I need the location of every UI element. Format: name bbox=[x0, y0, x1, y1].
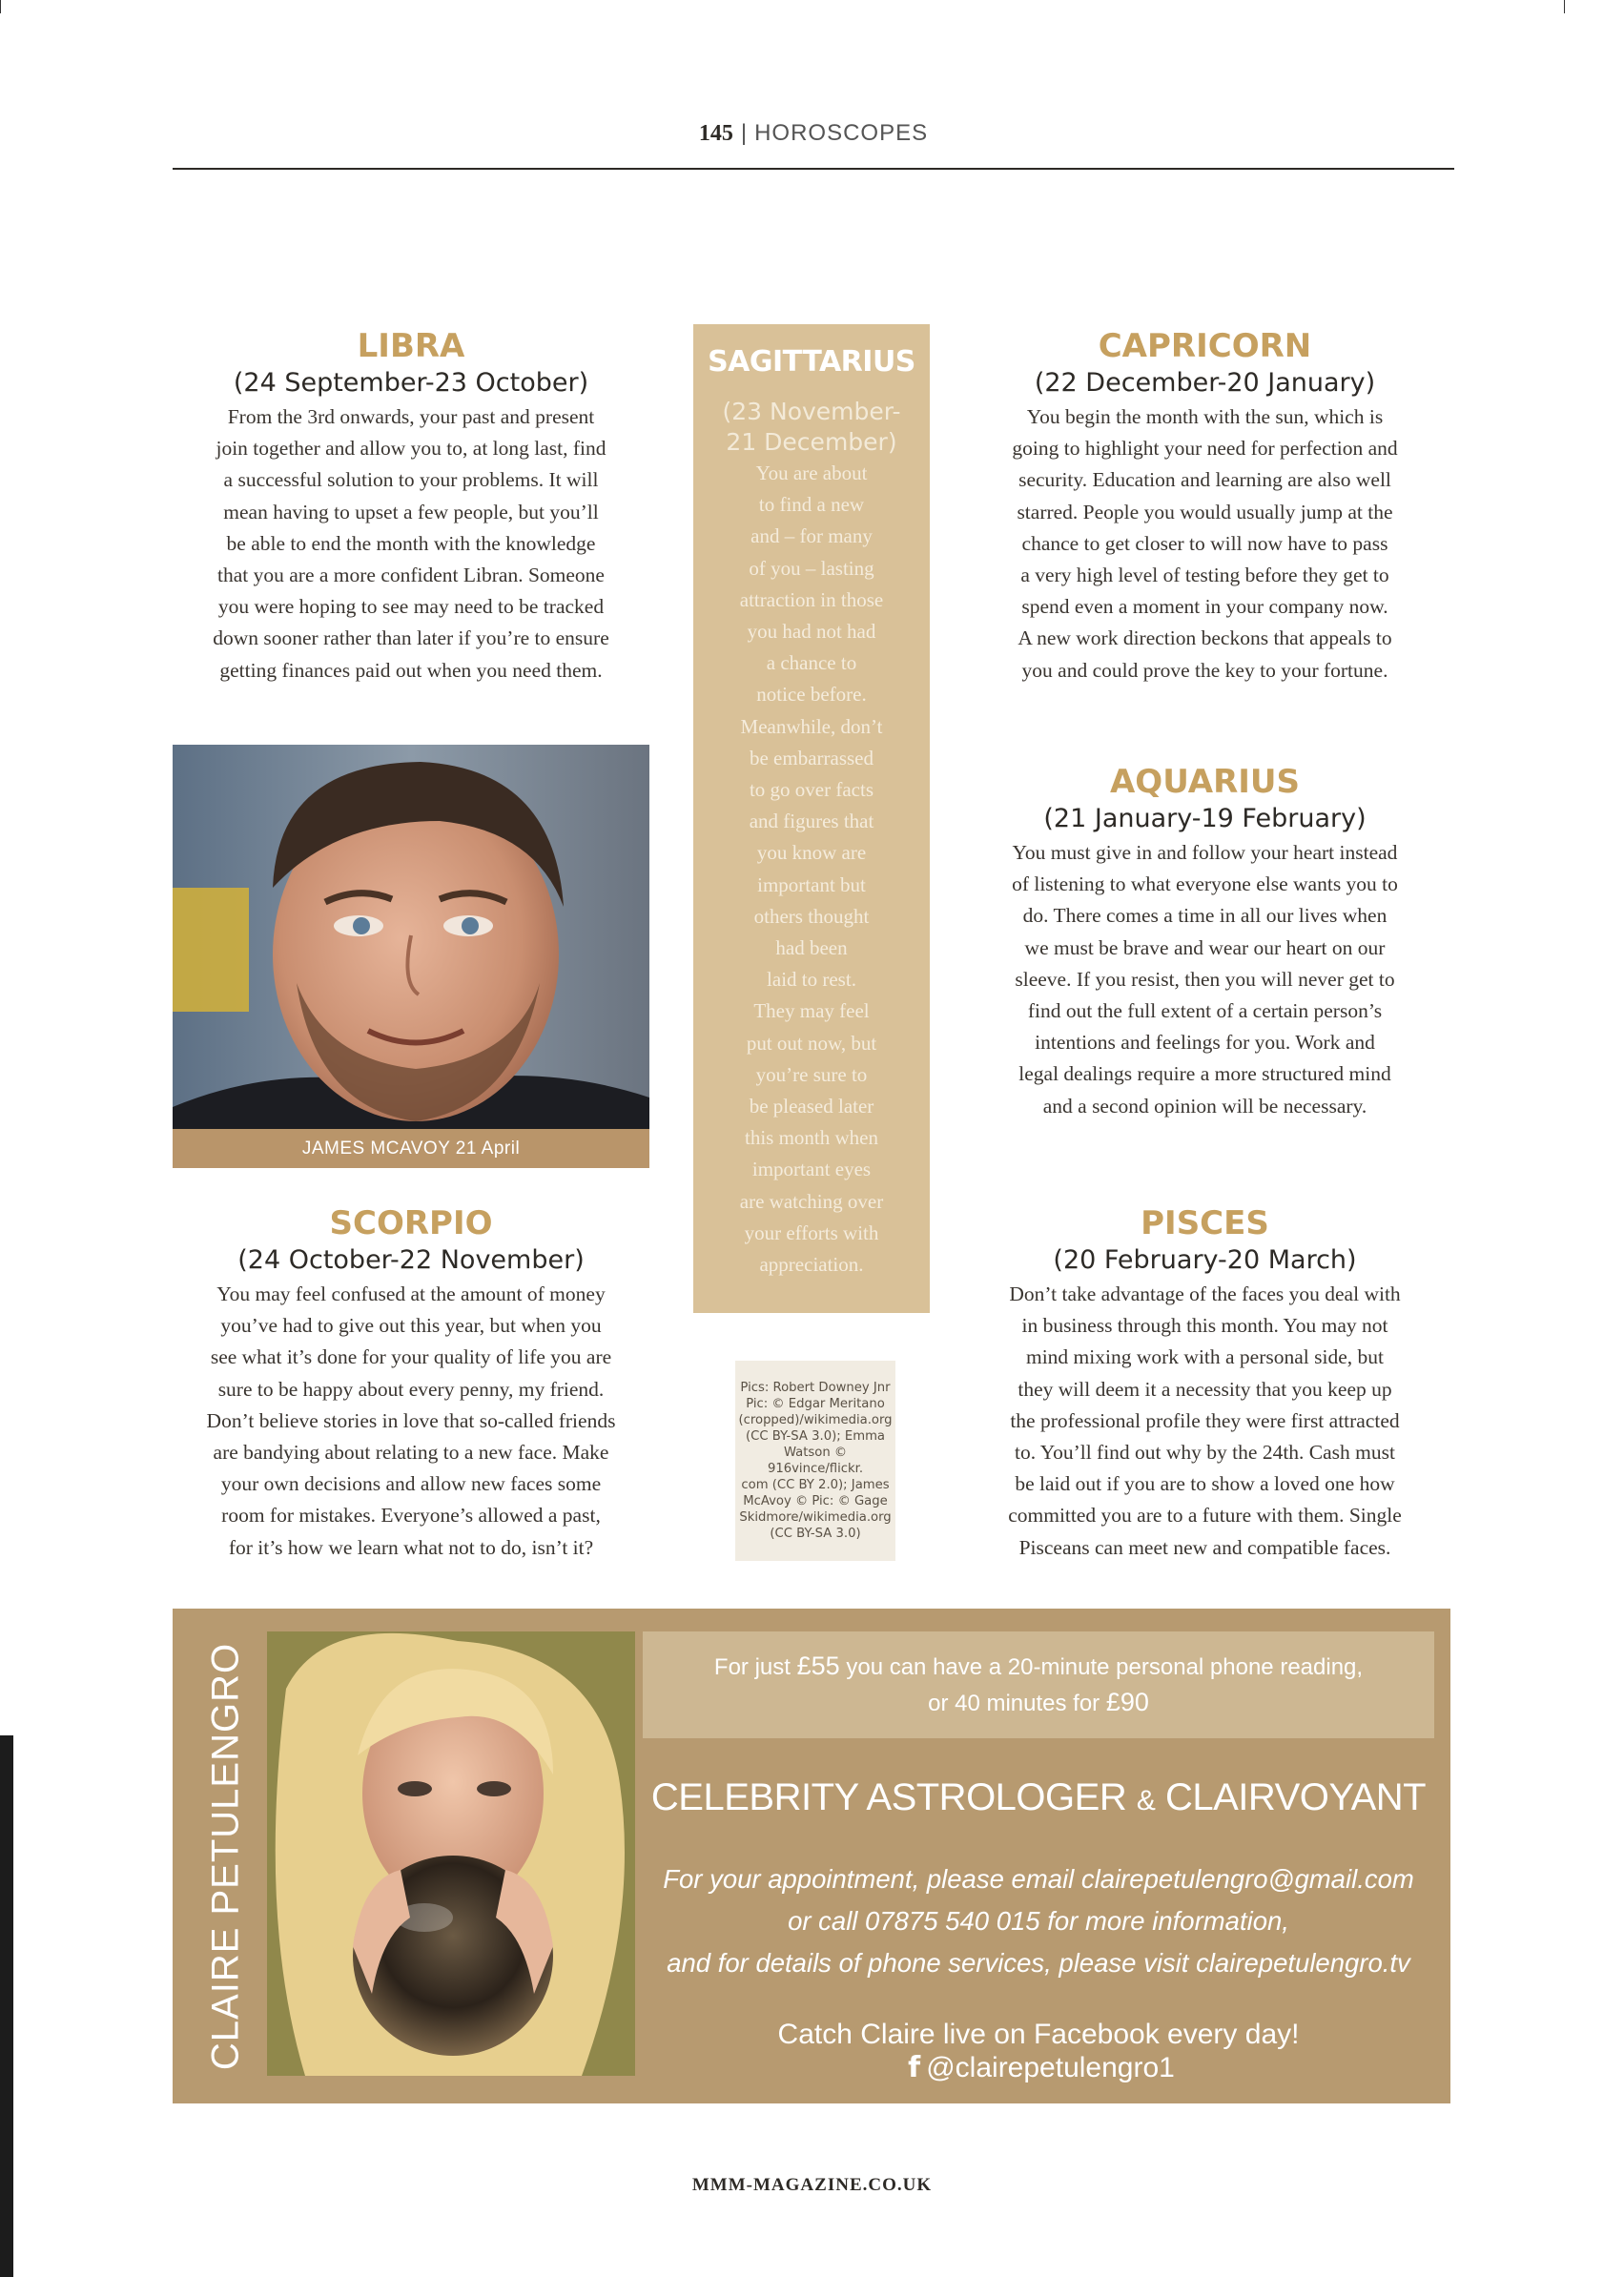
sign-text: You are about to find a new and – for many of you – lasting attraction in those you had not had a chance to notice before. Meanwhile, don’t be embarrassed to go over facts and figures that you know are important but others thought had been laid to rest. They may feel put out now, but you’re sure to be pleased later this month when important eyes are watching over your efforts with appreciation. bbox=[739, 462, 884, 1277]
header-separator: | bbox=[740, 120, 748, 146]
sagittarius-section bbox=[693, 324, 930, 1313]
advert-vertical-name: CLAIRE PETULENGRO bbox=[204, 1642, 247, 2070]
sign-dates: (23 November-21 December) bbox=[722, 398, 901, 456]
facebook-handle: @clairepetulengro1 bbox=[926, 2052, 1175, 2083]
sign-text: You begin the month with the sun, which is going to highlight your need for perfection and security. Education and learning are also well starred. People you would usually jump at the chance to get closer to will now have to pass a very high level of testing before they get to spend even a moment in your company now. A new work direction beckons that appeals to you and could prove the key to your fortune. bbox=[1012, 405, 1398, 682]
page-number: 145 bbox=[698, 121, 733, 146]
sign-name: SCORPIO bbox=[329, 1204, 493, 1242]
magazine-url: MMM-MAGAZINE.CO.UK bbox=[691, 2175, 933, 2195]
capricorn-section bbox=[956, 327, 1454, 687]
sign-dates: (24 September-23 October) bbox=[233, 368, 589, 398]
price-line-2: or 40 minutes for £90 bbox=[928, 1688, 1149, 1716]
aquarius-section bbox=[956, 763, 1454, 1122]
facebook-icon: f bbox=[908, 2051, 921, 2084]
sign-name: LIBRA bbox=[357, 327, 465, 365]
price-line-1: For just £55 you can have a 20-minute personal phone reading, bbox=[713, 1651, 1364, 1680]
sign-dates: (24 October-22 November) bbox=[237, 1245, 585, 1275]
libra-section bbox=[173, 327, 649, 687]
sign-text: From the 3rd onwards, your past and present join together and allow you to, at long last, find a successful solution to your problems. It will mean having to upset a few people, but you’ll be able to end the month with the knowledge that you are a more confident Libran. Someone you were hoping to see may need to be tracked down sooner rather than later if you’re to ensure getting finances paid out when you need them. bbox=[213, 405, 609, 682]
advert-title: CELEBRITY ASTROLOGER & CLAIRVOYANT bbox=[650, 1776, 1427, 1818]
portrait-illustration bbox=[173, 745, 649, 1168]
page-header bbox=[173, 120, 1454, 170]
price-band bbox=[643, 1631, 1434, 1738]
crop-mark bbox=[0, 0, 1, 13]
sign-text: You may feel confused at the amount of money you’ve had to give out this year, but when you see what it’s done for your quality of life you are sure to be happy about every penny, my friend. Don’t believe stories in love that so-called friends are bandying about relating to a new face. Make your own decisions and allow new faces some room for mistakes. Everyone’s allowed a past, for it’s how we learn what not to do, isn’t it? bbox=[206, 1282, 616, 1559]
advert-contact: For your appointment, please email clairepetulengro@gmail.com or call 07875 540 015 for more information, and for details of phone services, please visit clairepetulengro.tv bbox=[663, 1864, 1414, 1978]
sign-name: SAGITTARIUS bbox=[708, 345, 915, 379]
sign-dates: (20 February-20 March) bbox=[1053, 1245, 1357, 1275]
astrologer-illustration bbox=[267, 1631, 635, 2076]
crop-mark bbox=[1564, 0, 1565, 13]
sign-dates: (22 December-20 January) bbox=[1034, 368, 1376, 398]
scorpio-section bbox=[173, 1204, 649, 1564]
sign-text: You must give in and follow your heart instead of listening to what everyone else wants you to do. There comes a time in all our lives when we must be brave and wear our heart on our sleeve. If you resist, then you will never get to find out the full extent of a certain person’s intentions and feelings for you. Work and legal dealings require a more structured mind and a second opinion will be necessary. bbox=[1012, 841, 1398, 1118]
pisces-section bbox=[956, 1204, 1454, 1564]
astrologer-photo bbox=[267, 1631, 635, 2076]
sign-dates: (21 January-19 February) bbox=[1043, 804, 1367, 833]
facebook-line: Catch Claire live on Facebook every day! f @clairepetulengro1 bbox=[777, 2019, 1300, 2084]
picture-credits: Pics: Robert Downey Jnr Pic: © Edgar Meritano (cropped)/wikimedia.org (CC BY-SA 3.0); Emma Watson © 916vince/flickr. com (CC BY 2.0); James McAvoy © Pic: © Gage Skidmore/wikimedia.org (CC BY-SA 3.0) bbox=[735, 1361, 895, 1561]
sign-name: CAPRICORN bbox=[1098, 327, 1312, 365]
sign-name: PISCES bbox=[1141, 1204, 1269, 1242]
photo-caption: JAMES MCAVOY 21 April bbox=[173, 1129, 649, 1168]
sign-text: Don’t take advantage of the faces you deal with in business through this month. You may not mind mixing work with a personal side, but they will deem it a necessity that you keep up the professional profile they were first attracted to. You’ll find out why by the 24th. Cash must be laid out if you are to show a loved one how committed you are to a future with them. Single Pisceans can meet new and compatible faces. bbox=[1008, 1282, 1402, 1559]
section-title: HOROSCOPES bbox=[754, 120, 929, 146]
astrologer-advert bbox=[173, 1609, 1450, 2103]
sign-name: AQUARIUS bbox=[1109, 763, 1301, 801]
celebrity-photo bbox=[173, 745, 649, 1168]
